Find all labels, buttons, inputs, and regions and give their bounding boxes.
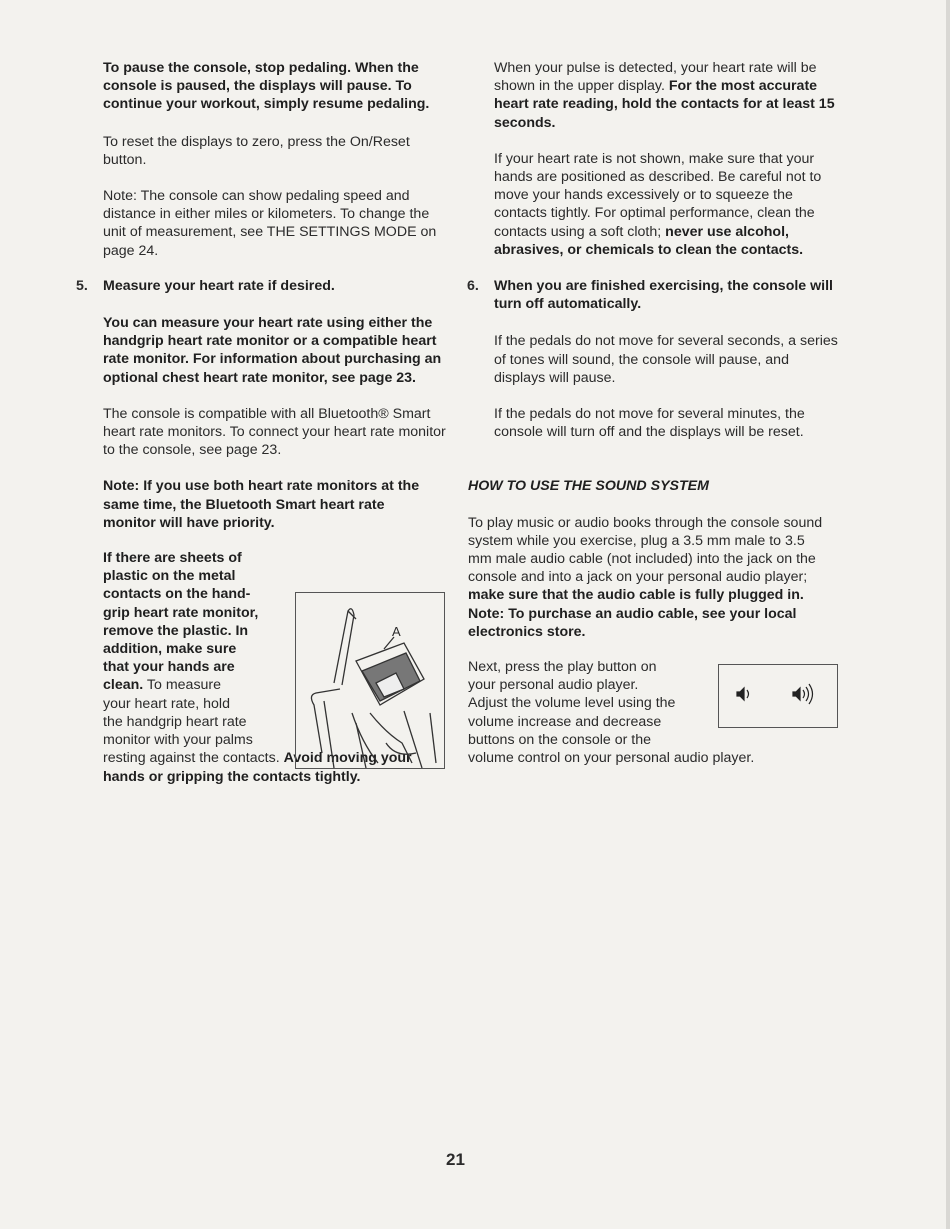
seconds-paragraph: If the pedals do not move for several seconds, a series of tones will sound, the console will pause, and displays will pause.	[494, 333, 838, 386]
sound-paragraph	[468, 514, 828, 641]
step-6-title: When you are finished exercising, the console will turn off automatically.	[494, 278, 834, 313]
avoid-text: Avoid moving your hands or gripping the contacts tightly.	[103, 750, 412, 785]
plastic-line: addition, make sure	[103, 641, 237, 658]
reset-instructions: To reset the displays to zero, press the On/Reset button.	[103, 133, 410, 168]
volume-up-icon	[793, 684, 813, 704]
plastic-line: that your hands are	[103, 659, 235, 676]
handgrip-illustration	[296, 593, 444, 768]
plastic-line: remove the plastic. In	[103, 622, 249, 639]
volume-icons	[719, 665, 837, 727]
measure-line: your heart rate, hold	[103, 695, 230, 712]
next-line: Next, press the play button on	[468, 659, 657, 676]
volume-down-icon	[737, 688, 749, 700]
resting-text: resting against the contacts.	[103, 750, 280, 767]
right-column	[467, 59, 844, 767]
next-line: volume control on your personal audio player.	[468, 750, 755, 767]
pause-instructions: To pause the console, stop pedaling. When the console is paused, the displays will pause. To continue your workout, simply resume pedaling.	[103, 60, 430, 113]
figure-label-a: A	[392, 624, 401, 639]
step-6-number: 6.	[467, 278, 479, 295]
not-shown-paragraph	[494, 150, 844, 259]
next-line: Adjust the volume level using the	[468, 695, 676, 712]
sound-bold: make sure that the audio cable is fully plugged in. Note: To purchase an audio cable, see your local electronics store.	[468, 587, 804, 640]
page-edge	[946, 0, 950, 1229]
volume-buttons-figure	[718, 664, 838, 728]
units-note: Note: The console can show pedaling speed and distance in either miles or kilometers. To change the unit of measurement, see THE SETTINGS MODE on page 24.	[103, 188, 437, 259]
page-number: 21	[446, 1150, 465, 1169]
pulse-text: When your pulse is detected, your heart rate will be shown in the upper display.	[494, 60, 817, 95]
pulse-paragraph	[494, 59, 844, 132]
pulse-bold: For the most accurate heart rate reading, hold the contacts for at least 15 seconds.	[494, 78, 835, 131]
sound-system-heading: HOW TO USE THE SOUND SYSTEM	[468, 478, 709, 495]
next-line: volume increase and decrease	[468, 713, 662, 730]
step-5	[76, 277, 453, 295]
plastic-line: contacts on the hand-	[103, 586, 251, 603]
minutes-paragraph: If the pedals do not move for several minutes, the console will turn off and the displays will be reset.	[494, 406, 805, 441]
measure-line: monitor with your palms	[103, 732, 253, 749]
measure-instructions	[103, 676, 283, 749]
measure-heart-rate-text: You can measure your heart rate using either the handgrip heart rate monitor or a compatible heart rate monitor. For information about purchasing an optional chest heart rate monitor, see page 23.	[103, 315, 442, 386]
handgrip-figure	[295, 592, 445, 769]
measure-line: the handgrip heart rate	[103, 713, 247, 730]
step-5-title: Measure your heart rate if desired.	[103, 277, 335, 294]
not-shown-text: If your heart rate is not shown, make sure that your hands are positioned as described. Be careful not to move your hands excessively or to squeeze the contacts tightly. For optimal performance, clean the contacts using a soft cloth;	[494, 150, 822, 240]
step-6	[467, 277, 844, 313]
plastic-line: plastic on the metal	[103, 568, 236, 585]
bluetooth-text: The console is compatible with all Bluetooth® Smart heart rate monitors. To connect your heart rate monitor to the console, see page 23.	[103, 405, 446, 459]
sound-text: To play music or audio books through the console sound system while you exercise, plug a 3.5 mm male to 3.5 mm male audio cable (not included) into the jack on the console and into a jack on your personal audio player;	[468, 514, 823, 586]
plastic-line: grip heart rate monitor,	[103, 604, 259, 621]
clean-rest: To measure	[143, 677, 222, 694]
priority-note: Note: If you use both heart rate monitors at the same time, the Bluetooth Smart heart rate monitor will have priority.	[103, 478, 420, 531]
next-line: your personal audio player.	[468, 677, 639, 694]
plastic-line: If there are sheets of	[103, 550, 242, 567]
plastic-text	[103, 549, 283, 676]
step-5-number: 5.	[76, 277, 88, 294]
not-shown-bold: never use alcohol, abrasives, or chemicals to clean the contacts.	[494, 223, 804, 258]
next-line: buttons on the console or the	[468, 731, 651, 748]
clean-bold: clean.	[103, 677, 144, 694]
